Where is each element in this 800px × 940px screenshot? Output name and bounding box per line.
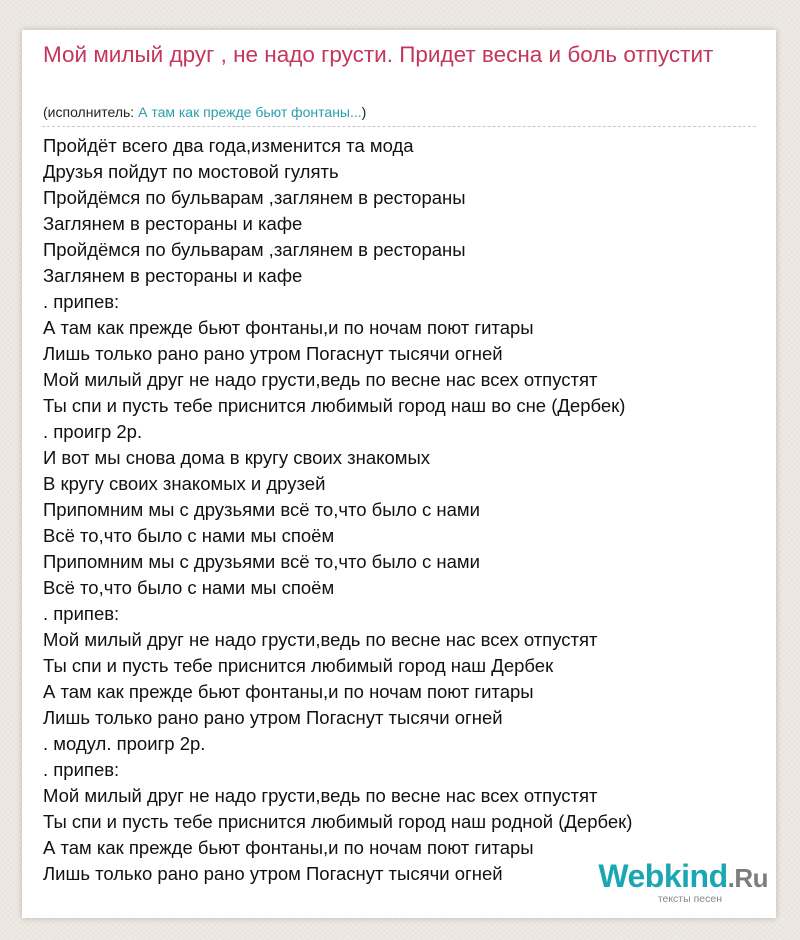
logo-wordmark bbox=[598, 858, 768, 896]
lyric-line: . припев: bbox=[43, 603, 120, 624]
lyric-line: Пройдёт всего два года,изменится та мода bbox=[43, 135, 414, 156]
artist-suffix: ) bbox=[361, 104, 367, 120]
lyric-line: Припомним мы с друзьями всё то,что было с нами bbox=[43, 551, 480, 572]
lyric-line: Припомним мы с друзьями всё то,что было с нами bbox=[43, 499, 480, 520]
lyric-line: Лишь только рано рано утром Погаснут тысячи огней bbox=[43, 343, 503, 364]
lyric-line: И вот мы снова дома в кругу своих знакомых bbox=[43, 447, 431, 468]
lyric-line: Пройдёмся по бульварам ,заглянем в рестораны bbox=[43, 239, 466, 260]
logo-tagline: тексты песен bbox=[657, 893, 722, 905]
artist-link[interactable]: А там как прежде бьют фонтаны... bbox=[138, 104, 362, 120]
lyric-line: . припев: bbox=[43, 291, 120, 312]
divider bbox=[42, 126, 756, 127]
lyric-line: Лишь только рано рано утром Погаснут тысячи огней bbox=[43, 863, 503, 884]
lyric-line: А там как прежде бьют фонтаны,и по ночам поют гитары bbox=[43, 837, 534, 858]
lyric-line: Заглянем в рестораны и кафе bbox=[43, 265, 303, 286]
lyric-line: А там как прежде бьют фонтаны,и по ночам поют гитары bbox=[43, 681, 534, 702]
lyric-line: Мой милый друг не надо грусти,ведь по весне нас всех отпустят bbox=[43, 785, 598, 806]
lyrics-text bbox=[43, 133, 763, 887]
artist-line bbox=[43, 103, 366, 121]
lyric-line: Лишь только рано рано утром Погаснут тысячи огней bbox=[43, 707, 503, 728]
lyric-line: Заглянем в рестораны и кафе bbox=[43, 213, 303, 234]
site-logo[interactable] bbox=[578, 858, 768, 908]
lyric-line: В кругу своих знакомых и друзей bbox=[43, 473, 326, 494]
logo-tld: .Ru bbox=[727, 863, 768, 893]
lyric-line: . модул. проигр 2р. bbox=[43, 733, 206, 754]
lyric-line: Пройдёмся по бульварам ,заглянем в рестораны bbox=[43, 187, 466, 208]
page-title: Мой милый друг , не надо грусти. Придет весна и боль отпустит bbox=[43, 42, 714, 67]
lyric-line: Всё то,что было с нами мы споём bbox=[43, 525, 335, 546]
lyric-line: Всё то,что было с нами мы споём bbox=[43, 577, 335, 598]
lyric-line: . припев: bbox=[43, 759, 120, 780]
lyrics-card bbox=[22, 30, 776, 918]
lyric-line: Ты спи и пусть тебе приснится любимый город наш Дербек bbox=[43, 655, 554, 676]
lyric-line: А там как прежде бьют фонтаны,и по ночам поют гитары bbox=[43, 317, 534, 338]
lyric-line: Мой милый друг не надо грусти,ведь по весне нас всех отпустят bbox=[43, 369, 598, 390]
logo-name: Webkind bbox=[598, 858, 728, 894]
lyric-line: Друзья пойдут по мостовой гулять bbox=[43, 161, 339, 182]
lyric-line: Ты спи и пусть тебе приснится любимый город наш родной (Дербек) bbox=[43, 811, 633, 832]
lyric-line: Мой милый друг не надо грусти,ведь по весне нас всех отпустят bbox=[43, 629, 598, 650]
lyric-line: Ты спи и пусть тебе приснится любимый город наш во сне (Дербек) bbox=[43, 395, 626, 416]
artist-prefix: (исполнитель: bbox=[43, 104, 139, 120]
lyric-line: . проигр 2р. bbox=[43, 421, 143, 442]
